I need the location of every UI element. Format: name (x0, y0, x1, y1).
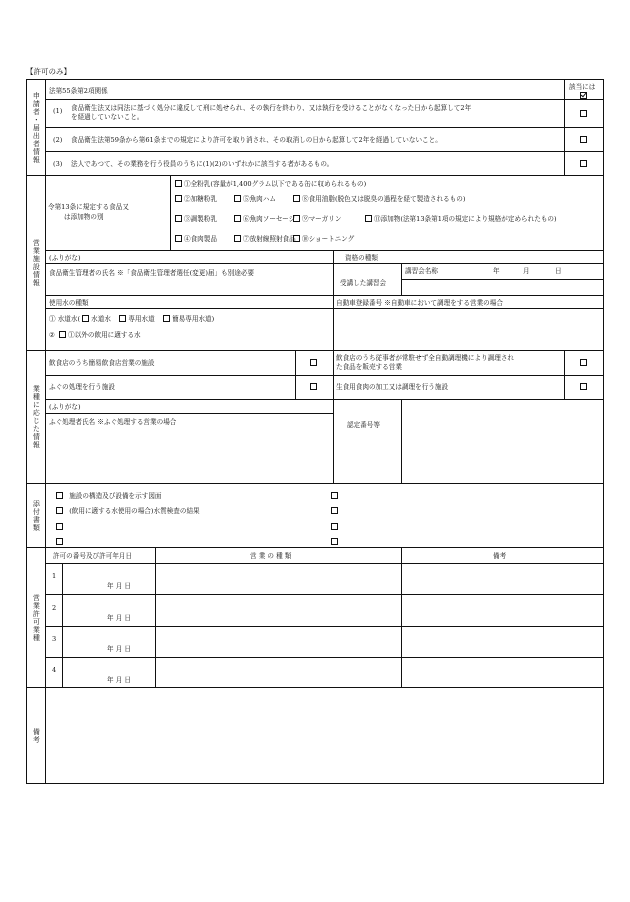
food-type-label: 令第13条に規定する食品又 (48, 203, 129, 211)
checkbox-icon[interactable] (234, 195, 241, 202)
attachment-checkbox-7[interactable] (331, 523, 338, 530)
permit-notes-header: 備考 (493, 552, 507, 560)
food-option-5[interactable]: ⑤魚肉ハム (234, 195, 276, 203)
course-name-label: 講習会名称 (405, 267, 438, 275)
water-option-2: ② ①以外の飲用に適する水 (49, 331, 141, 339)
attachment-checkbox-6[interactable] (331, 507, 338, 514)
item-text-cont: を経過していないこと。 (71, 113, 144, 121)
water-option-1: ① 水道水( 水道水 専用水道 簡易専用水道) (49, 315, 215, 323)
cert-number-label: 認定番号等 (347, 421, 380, 429)
permit-row-date: 年 月 日 (107, 676, 131, 684)
checkbox-icon[interactable] (234, 215, 241, 222)
item-text: 食品衛生法又は同法に基づく処分に違反して刑に処せられ、その執行を終わり、又は執行を受けることがなくなった日から起算して2年 (71, 104, 472, 112)
attachment-checkbox-8[interactable] (331, 538, 338, 545)
attachment-checkbox-5[interactable] (331, 492, 338, 499)
item-number: (2) (53, 136, 63, 144)
day-label: 日 (555, 267, 562, 275)
food-option-7[interactable]: ⑦放射線照射食品 (234, 235, 296, 243)
food-option-1[interactable]: ①全粉乳(容量が1,400グラム以下である缶に収められるもの) (175, 180, 366, 188)
applies-checkbox-2[interactable] (580, 136, 587, 143)
fugu-facility-label: ふぐの処理を行う施設 (49, 383, 115, 391)
food-option-8[interactable]: ⑧食用油脂(脱色又は脱臭の過程を経て製造されるもの) (293, 195, 465, 203)
food-option-10[interactable]: ⑩ショートニング (293, 235, 354, 243)
permit-row-date: 年 月 日 (107, 614, 131, 622)
permit-row-date: 年 月 日 (107, 645, 131, 653)
qualification-type-label: 資格の種類 (345, 254, 378, 262)
fugu-furigana-label: (ふりがな) (49, 403, 81, 411)
attachments-section (27, 484, 603, 548)
attachments-side-label: 添付書類 (32, 499, 41, 532)
item-number: (1) (53, 107, 63, 115)
checkbox-icon[interactable] (175, 215, 182, 222)
checkbox-icon[interactable] (293, 235, 300, 242)
fugu-person-label: ふぐ処理者氏名 ※ふぐ処理する営業の場合 (49, 418, 177, 426)
food-option-11[interactable]: ⑪添加物(法第13条第1項の規定により規格が定められたもの) (365, 215, 557, 223)
permit-number-header: 許可の番号及び許可年月日 (53, 552, 133, 560)
course-taken-label: 受講した講習会 (340, 279, 387, 287)
permit-row-number: 1 (52, 572, 57, 580)
applicant-side-label: 申請者・届出者情報 (32, 91, 41, 164)
permit-row-number: 3 (52, 635, 57, 643)
month-label: 月 (523, 267, 530, 275)
facility-side-label: 営業施設情報 (32, 239, 41, 287)
remarks-side-label: 備考 (32, 727, 41, 744)
permit-row-date: 年 月 日 (107, 582, 131, 590)
checkbox-icon[interactable] (175, 195, 182, 202)
water-type-label: 使用水の種類 (49, 299, 89, 307)
applies-checkbox-3[interactable] (580, 160, 587, 167)
remarks-section (27, 688, 603, 783)
simple-restaurant-label: 飲食店のうち簡易飲食店営業の施設 (49, 359, 155, 367)
checkbox-icon[interactable] (293, 215, 300, 222)
attachment-1: 施設の構造及び設備を示す図面 (56, 492, 162, 500)
fugu-facility-checkbox[interactable] (310, 383, 317, 390)
law-reference: 法第55条第2項関係 (49, 87, 108, 95)
permits-side-label: 営業許可業種 (32, 593, 41, 642)
attachment-checkbox[interactable] (56, 507, 63, 514)
furigana-label: (ふりがな) (49, 254, 81, 262)
applies-checkbox-header[interactable] (580, 92, 587, 99)
attachment-checkbox-4[interactable] (56, 538, 63, 545)
checkbox-icon[interactable] (365, 215, 372, 222)
item-number: (3) (53, 160, 63, 168)
food-option-9[interactable]: ⑨マーガリン (293, 215, 341, 223)
food-option-2[interactable]: ②加糖粉乳 (175, 195, 217, 203)
item-text: 法人であつて、その業務を行う役員のうちに(1)(2)のいずれかに該当する者があるもの。 (71, 160, 334, 168)
business-side-label: 業種に応じた情報 (32, 385, 41, 449)
checkbox-icon[interactable] (293, 195, 300, 202)
raw-meat-label: 生食用食肉の加工又は調理を行う施設 (336, 383, 449, 391)
car-registration-label: 自動車登録番号 ※自動車において調理をする営業の場合 (336, 299, 503, 307)
water-simple-checkbox[interactable] (163, 315, 170, 322)
checkbox-icon[interactable] (175, 235, 182, 242)
vending-label-cont: た食品を販売する営業 (336, 363, 402, 371)
applies-checkbox-1[interactable] (580, 110, 587, 117)
food-option-3[interactable]: ③調製粉乳 (175, 215, 217, 223)
permit-only-tag: 【許可のみ】 (26, 67, 71, 76)
business-type-header: 営 業 の 種 類 (250, 552, 292, 560)
year-label: 年 (493, 267, 500, 275)
permit-row-number: 2 (52, 604, 57, 612)
water-city-checkbox[interactable] (82, 315, 89, 322)
permit-row-number: 4 (52, 666, 57, 674)
manager-name-label: 食品衛生管理者の氏名 ※「食品衛生管理者選任(変更)届」も別途必要 (49, 269, 255, 277)
food-type-label-cont: は添加物の別 (64, 213, 104, 221)
water-private-checkbox[interactable] (119, 315, 126, 322)
water-other-checkbox[interactable] (59, 331, 66, 338)
vending-label: 飲食店のうち従事者が常駐せず全自動調理機により調理され (336, 354, 515, 362)
form-table (26, 79, 604, 784)
attachment-checkbox[interactable] (56, 492, 63, 499)
raw-meat-checkbox[interactable] (580, 383, 587, 390)
permits-section (27, 548, 603, 688)
item-text: 食品衛生法第59条から第61条までの規定により許可を取り消され、その取消しの日から起算して2年を経過していないこと。 (71, 136, 442, 144)
applicant-section (27, 80, 603, 176)
simple-restaurant-checkbox[interactable] (310, 359, 317, 366)
checkbox-icon[interactable] (234, 235, 241, 242)
business-section (27, 351, 603, 484)
food-option-6[interactable]: ⑥魚肉ソーセージ (234, 215, 295, 223)
attachment-checkbox-3[interactable] (56, 523, 63, 530)
vending-checkbox[interactable] (580, 359, 587, 366)
applies-header: 該当には (569, 83, 596, 91)
attachment-2: (飲用に適する水使用の場合)水質検査の結果 (56, 507, 200, 515)
facility-section (27, 176, 603, 351)
checkbox-icon[interactable] (175, 180, 182, 187)
food-option-4[interactable]: ④食肉製品 (175, 235, 217, 243)
